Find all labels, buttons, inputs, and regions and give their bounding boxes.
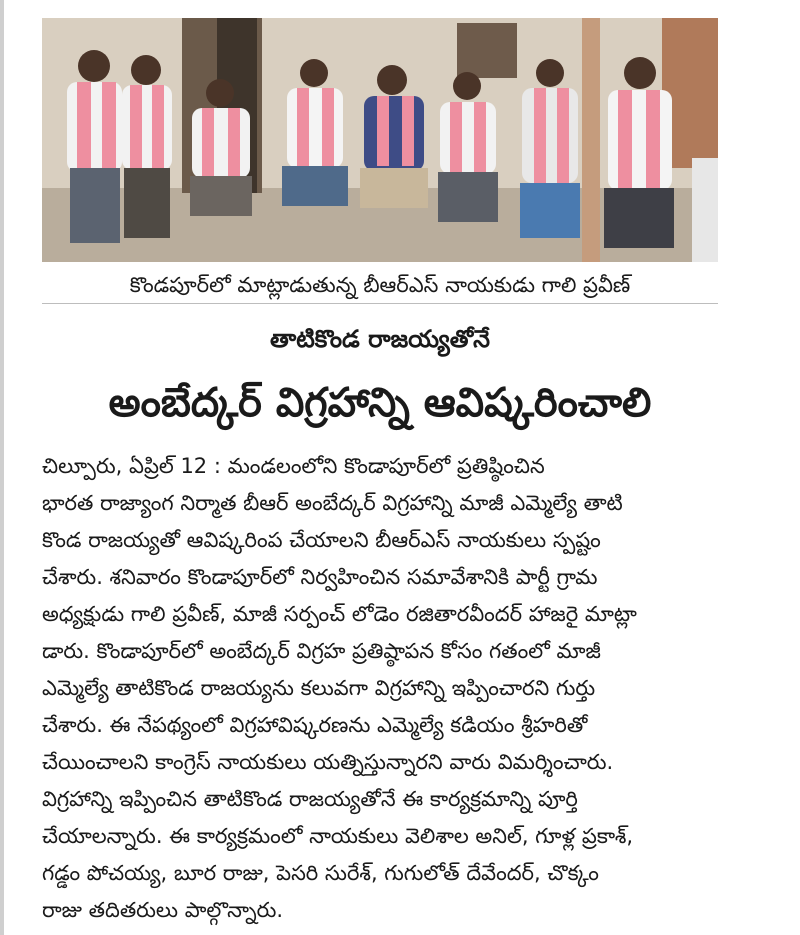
body-line: కొండ రాజయ్యతో ఆవిష్కరింప చేయాలని బీఆర్‌ఎస్‌ నాయకులు స్పష్టం — [42, 528, 601, 552]
body-line: చేయాలన్నారు. ఈ కార్యక్రమంలో నాయకులు వెలిశాల అనిల్‌, గూళ్ల ప్రకాశ్‌, — [42, 824, 634, 848]
body-line: అధ్యక్షుడు గాలి ప్రవీణ్‌, మాజీ సర్పంచ్‌ లోడెం రజితారవీందర్‌ హాజరై మాట్లా — [42, 602, 637, 626]
body-line: ఎమ్మెల్యే తాటికొండ రాజయ్యను కలువగా విగ్రహాన్ని ఇప్పించారని గుర్తు — [42, 676, 596, 700]
body-line: విగ్రహాన్ని ఇప్పించిన తాటికొండ రాజయ్యతోనే ఈ కార్యక్రమాన్ని పూర్తి — [42, 787, 578, 811]
body-line: చేశారు. శనివారం కొండాపూర్‌లో నిర్వహించిన సమావేశానికి పార్టీ గ్రామ — [42, 565, 598, 589]
photo-illustration — [42, 18, 718, 262]
body-line: చేయించాలని కాంగ్రెస్‌ నాయకులు యత్నిస్తున్నారని వారు విమర్శించారు. — [42, 750, 614, 774]
body-line: డారు. కొండాపూర్‌లో అంబేద్కర్‌ విగ్రహ ప్రతిష్ఠాపన కోసం గతంలో మాజీ — [42, 639, 601, 663]
body-line: చిల్పూరు, ఏప్రిల్‌ 12 : మండలంలోని కొండాపూర్‌లో ప్రతిష్ఠించిన — [42, 454, 545, 478]
main-headline: అంబేద్కర్‌ విగ్రహాన్ని ఆవిష్కరించాలి — [108, 380, 652, 426]
body-line: రాజు తదితరులు పాల్గొన్నారు. — [42, 898, 284, 922]
body-line: భారత రాజ్యాంగ నిర్మాత బీఆర్‌ అంబేద్కర్‌ విగ్రహాన్ని మాజీ ఎమ్మెల్యే తాటి — [42, 491, 623, 515]
article-body — [42, 448, 718, 929]
photo-caption: కొండపూర్‌లో మాట్లాడుతున్న బీఆర్‌ఎస్‌ నాయకుడు గాలి ప్రవీణ్ — [42, 270, 718, 304]
cropped-previous-text — [40, 0, 740, 10]
news-photo — [42, 18, 718, 262]
body-line: చేశారు. ఈ నేపథ్యంలో విగ్రహావిష్కరణను ఎమ్మెల్యే కడియం శ్రీహరితో — [42, 713, 588, 737]
kicker-headline: తాటికొండ రాజయ్యతోనే — [269, 325, 491, 353]
page-edge-rule — [0, 0, 4, 935]
body-line: గడ్డం పోచయ్య, బూర రాజు, పెసరి సురేశ్‌, గుగులోత్‌ దేవేందర్‌, చొక్కం — [42, 861, 599, 885]
